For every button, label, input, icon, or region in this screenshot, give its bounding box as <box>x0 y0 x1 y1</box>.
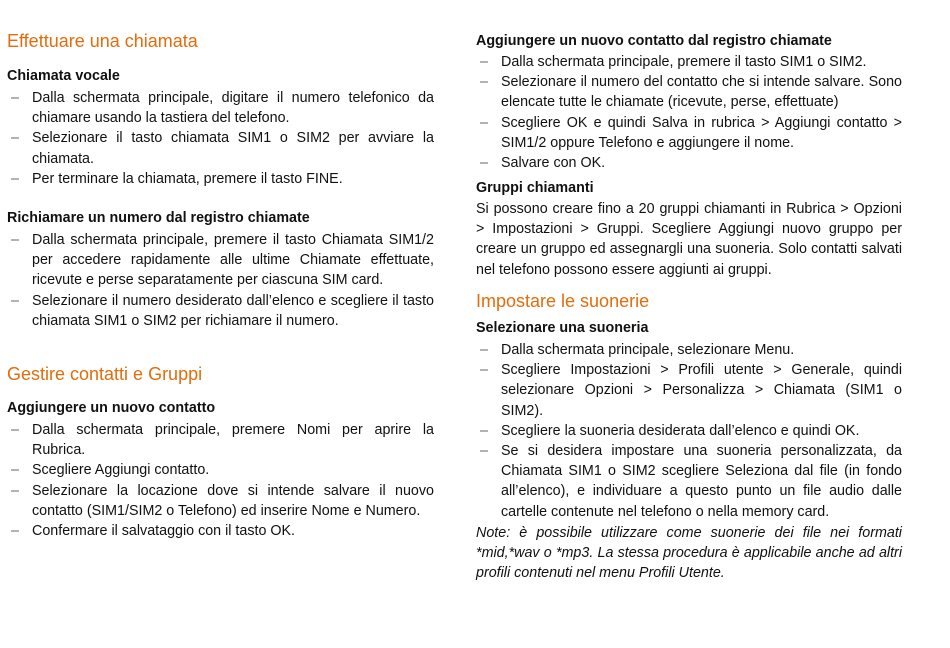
subheading-voice-call: Chiamata vocale <box>7 68 120 84</box>
subheading-add-contact: Aggiungere un nuovo contatto <box>7 400 216 416</box>
subheading-groups: Gruppi chiamanti <box>476 180 594 196</box>
list-item: – Scegliere la suoneria desiderata dall’elenco e quindi OK. <box>476 421 902 441</box>
list-item: – Scegliere Aggiungi contatto. <box>7 460 434 480</box>
select-ringtone-list <box>476 340 902 522</box>
voice-call-list <box>7 88 434 189</box>
list-item: – Se si desidera impostare una suoneria personalizzata, da Chiamata SIM1 o SIM2 scegliere Seleziona dal file (in fondo all’elenco), e individuare a questo punto un file audio dalle cartelle contenute nel telefono o nella memory card. <box>476 441 902 522</box>
list-item: – Per terminare la chiamata, premere il tasto FINE. <box>7 169 434 189</box>
subheading-add-from-log: Aggiungere un nuovo contatto dal registro chiamate <box>476 33 832 49</box>
add-from-log-list <box>476 52 902 173</box>
list-item: – Confermare il salvataggio con il tasto OK. <box>7 521 434 541</box>
list-item: – Scegliere Impostazioni > Profili utente > Generale, quindi selezionare Opzioni > Personalizza > Chiamata (SIM1 o SIM2). <box>476 360 902 421</box>
list-item: – Selezionare il numero desiderato dall’elenco e scegliere il tasto chiamata SIM1 o SIM2 per richiamare il numero. <box>7 291 434 331</box>
list-item: – Dalla schermata principale, selezionare Menu. <box>476 340 902 360</box>
list-item: – Dalla schermata principale, premere il tasto Chiamata SIM1/2 per accedere rapidamente alle ultime Chiamate effettuate, ricevute e perse separatamente per ciascuna SIM card. <box>7 230 434 291</box>
section-title-contacts: Gestire contatti e Gruppi <box>7 364 203 384</box>
list-item: – Dalla schermata principale, premere Nomi per aprire la Rubrica. <box>7 420 434 460</box>
add-contact-list <box>7 420 434 541</box>
list-item: – Scegliere OK e quindi Salva in rubrica > Aggiungi contatto > SIM1/2 oppure Telefono e aggiungere il nome. <box>476 113 902 153</box>
section-title-call: Effettuare una chiamata <box>7 31 198 51</box>
list-item: – Dalla schermata principale, premere il tasto SIM1 o SIM2. <box>476 52 902 72</box>
list-item: – Selezionare la locazione dove si intende salvare il nuovo contatto (SIM1/SIM2 o Telefono) ed inserire Nome e Numero. <box>7 481 434 521</box>
recall-list <box>7 230 434 331</box>
list-item: – Salvare con OK. <box>476 153 902 173</box>
list-item: – Selezionare il tasto chiamata SIM1 o SIM2 per avviare la chiamata. <box>7 128 434 168</box>
subheading-recall: Richiamare un numero dal registro chiamate <box>7 210 310 226</box>
section-title-ringtones: Impostare le suonerie <box>476 291 650 311</box>
groups-paragraph: Si possono creare fino a 20 gruppi chiamanti in Rubrica > Opzioni > Impostazioni > Gruppi. Scegliere Aggiungi nuovo gruppo per creare un gruppo ed assegnargli una suoneria. Solo contatti salvati nel telefono possono essere aggiunti ai gruppi. <box>476 201 902 278</box>
list-item: – Selezionare il numero del contatto che si intende salvare. Sono elencate tutte le chiamate (ricevute, perse, effettuate) <box>476 72 902 112</box>
list-item: – Dalla schermata principale, digitare il numero telefonico da chiamare usando la tastiera del telefono. <box>7 88 434 128</box>
note-paragraph: Note: è possibile utilizzare come suonerie dei file nei formati *mid,*wav o *mp3. La stessa procedura è applicabile anche ad altri profili contenuti nel menu Profili Utente. <box>476 525 902 582</box>
subheading-select-ringtone: Selezionare una suoneria <box>476 320 649 336</box>
